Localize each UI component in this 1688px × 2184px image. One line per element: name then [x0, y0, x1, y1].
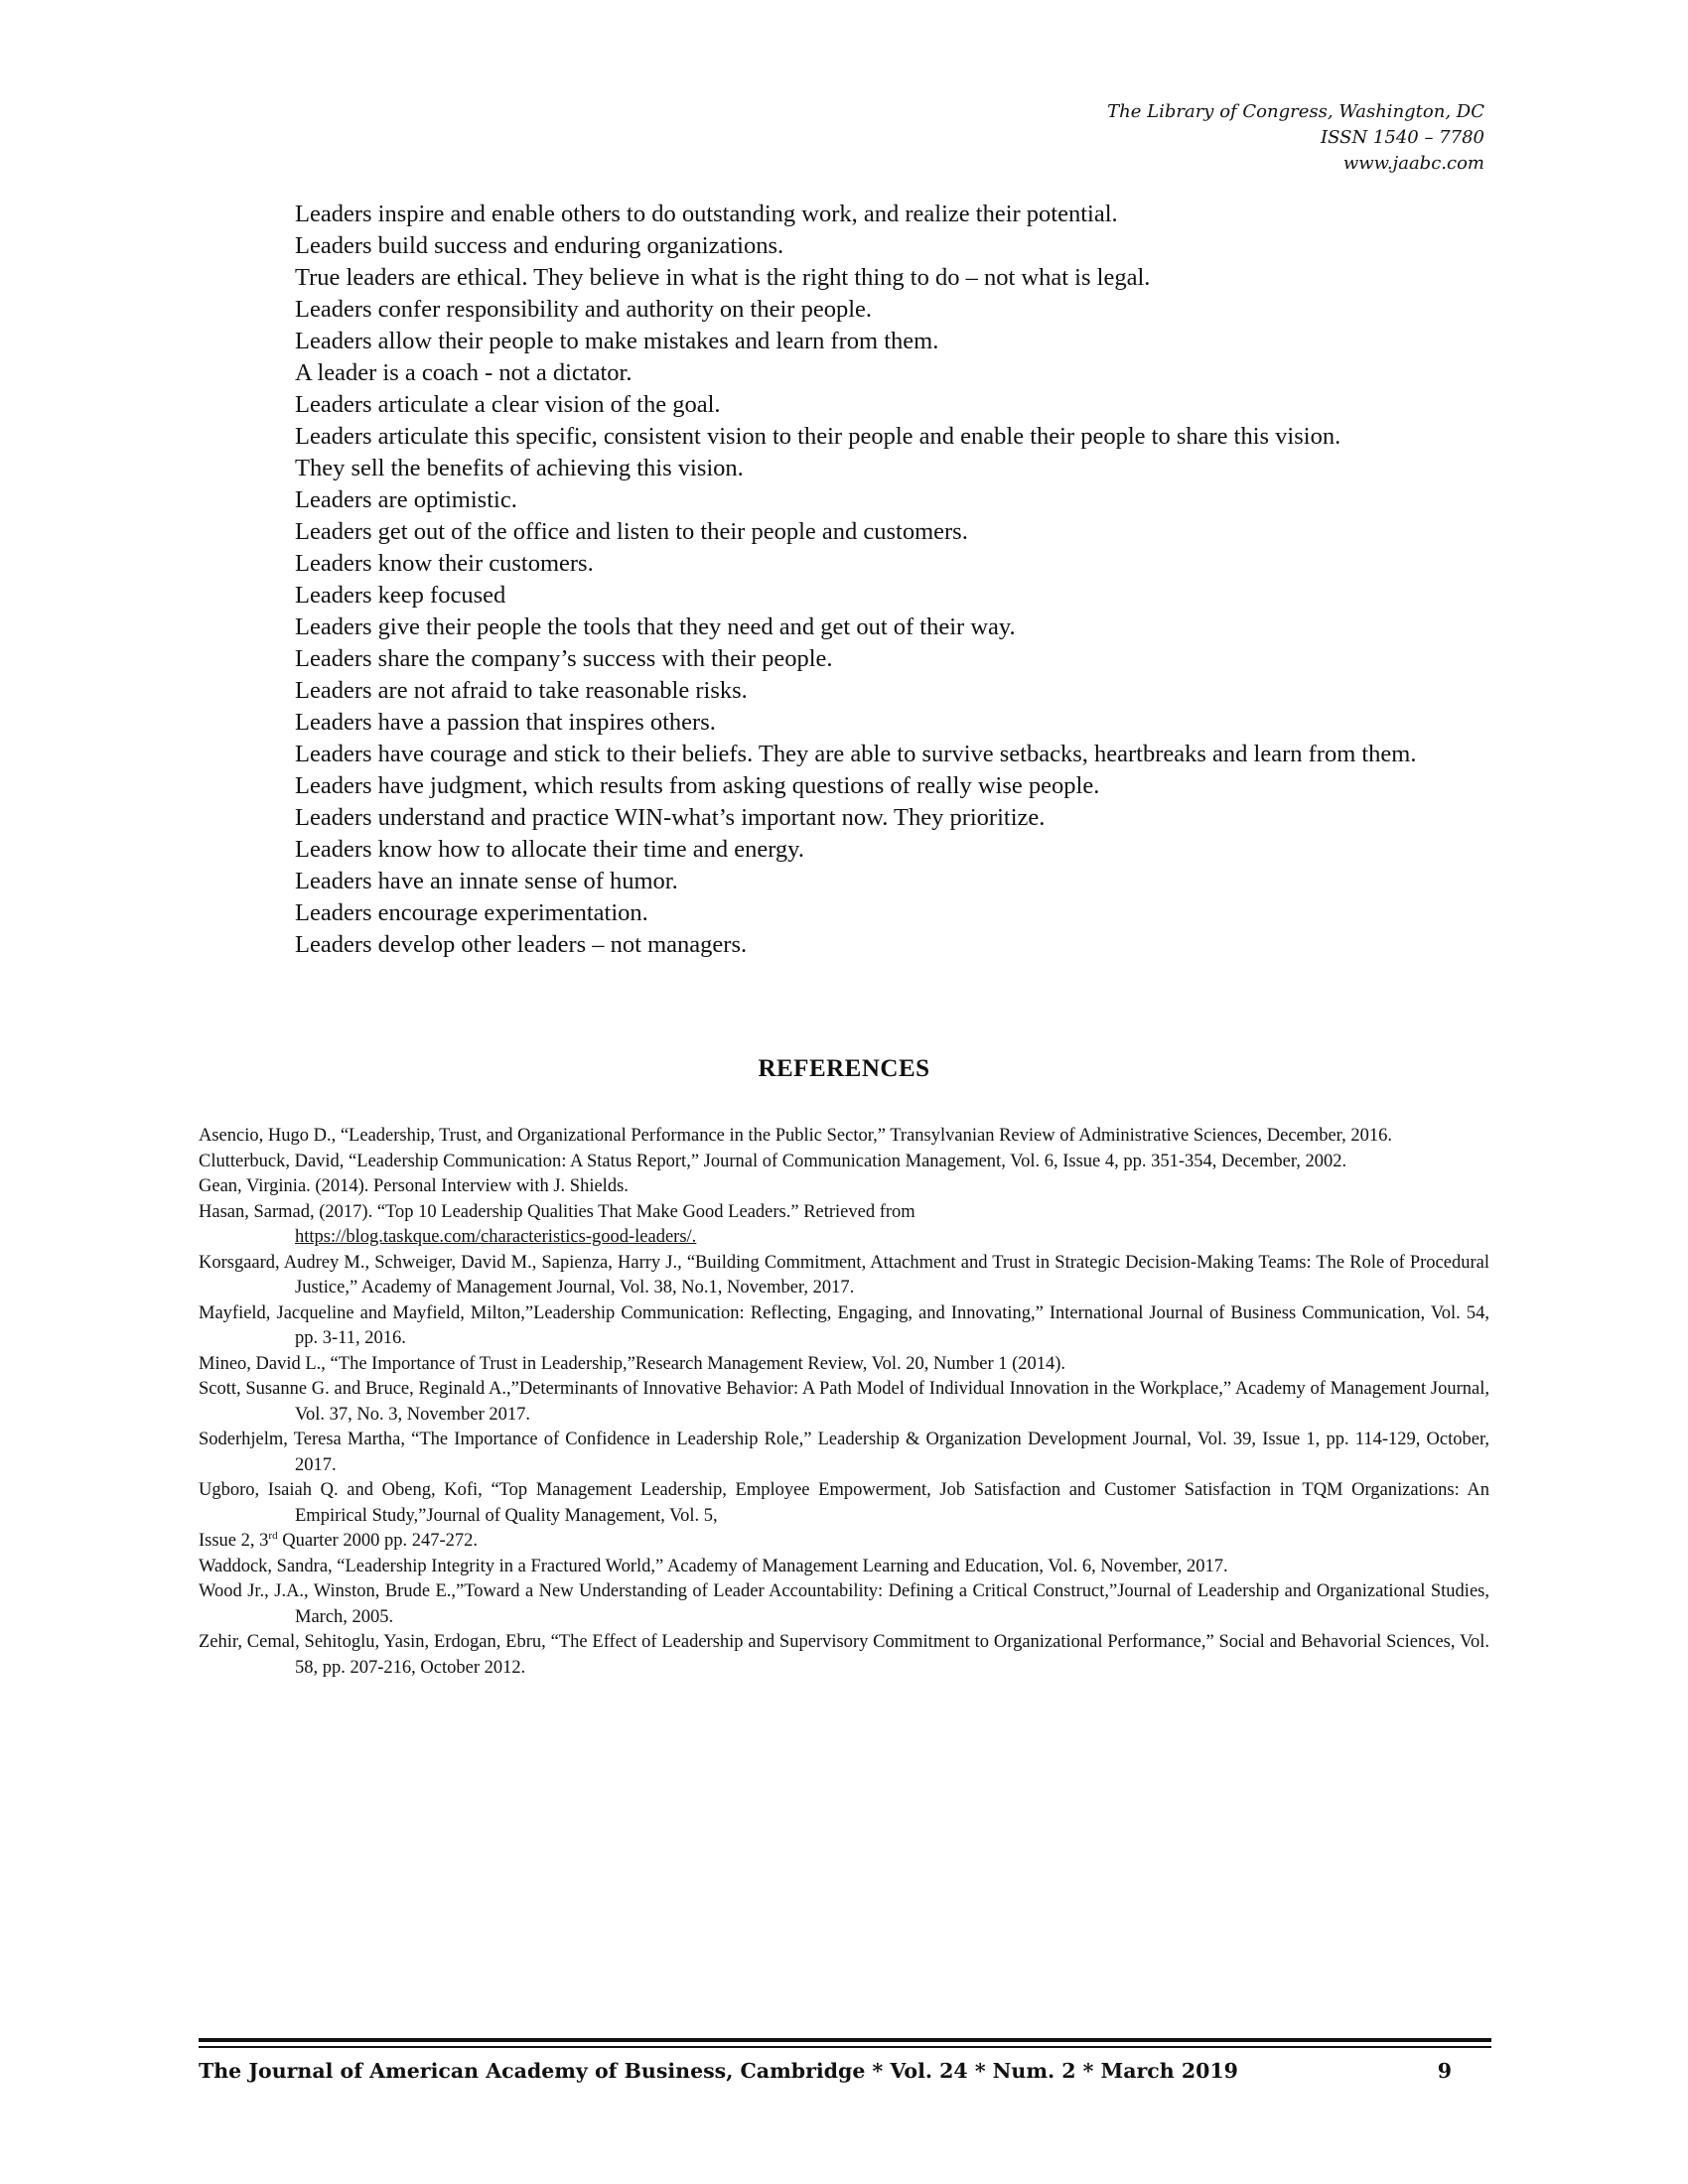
- header-library: The Library of Congress, Washington, DC: [1107, 101, 1484, 122]
- references-list: [199, 1124, 1489, 1681]
- list-item: Leaders give their people the tools that they need and get out of their way.: [295, 614, 1016, 640]
- list-item: Leaders keep focused: [295, 582, 506, 609]
- list-item: Leaders inspire and enable others to do outstanding work, and realize their potential.: [295, 201, 1118, 227]
- list-item: Leaders build success and enduring organizations.: [295, 232, 784, 259]
- reference-text: Hasan, Sarmad, (2017). “Top 10 Leadership Qualities That Make Good Leaders.” Retrieved from: [199, 1201, 915, 1222]
- footer-journal: The Journal of American Academy of Business, Cambridge * Vol. 24 * Num. 2 * March 2019: [199, 2059, 1238, 2083]
- list-item: Leaders understand and practice WIN-what’s important now. They prioritize.: [295, 804, 1046, 831]
- running-footer: [199, 2059, 1491, 2089]
- header-website: www.jaabc.com: [1342, 153, 1484, 174]
- list-item: Leaders know how to allocate their time and energy.: [295, 836, 804, 863]
- reference-entry: Clutterbuck, David, “Leadership Communication: A Status Report,” Journal of Communication Management, Vol. 6, Issue 4, pp. 351-354, December, 2002.: [199, 1151, 1347, 1171]
- running-header: [1107, 99, 1484, 177]
- list-item: Leaders have judgment, which results from asking questions of really wise people.: [295, 772, 1100, 799]
- reference-cont-text-end: Quarter 2000 pp. 247-272.: [277, 1531, 478, 1551]
- list-item: They sell the benefits of achieving this vision.: [295, 455, 744, 481]
- reference-entry: Zehir, Cemal, Sehitoglu, Yasin, Erdogan, Ebru, “The Effect of Leadership and Supervisory Commitment to Organizational Performance,” Social and Behavorial Sciences, Vol. 58, pp. 207-216, October 2012.: [199, 1632, 1489, 1678]
- reference-entry: Asencio, Hugo D., “Leadership, Trust, and Organizational Performance in the Public Sector,” Transylvanian Review of Administrative Sciences, December, 2016.: [199, 1126, 1392, 1146]
- reference-entry: Soderhjelm, Teresa Martha, “The Importance of Confidence in Leadership Role,” Leadership & Organization Development Journal, Vol. 39, Issue 1, pp. 114-129, October, 2017.: [199, 1430, 1489, 1475]
- list-item: Leaders get out of the office and listen to their people and customers.: [295, 518, 968, 545]
- superscript: rd: [268, 1529, 278, 1542]
- reference-entry: Scott, Susanne G. and Bruce, Reginald A.,”Determinants of Innovative Behavior: A Path Model of Individual Innovation in the Workplace,” Academy of Management Journal, Vol. 37, No. 3, November 2017.: [199, 1379, 1489, 1425]
- reference-entry: Wood Jr., J.A., Winston, Brude E.,”Toward a New Understanding of Leader Accountability: Defining a Critical Construct,”Journal of Leadership and Organizational Studies, March, 2005.: [199, 1581, 1489, 1627]
- reference-entry: Mayfield, Jacqueline and Mayfield, Milton,”Leadership Communication: Reflecting, Engaging, and Innovating,” International Journal of Business Communication, Vol. 54, pp. 3-11, 2016.: [199, 1302, 1489, 1348]
- list-item: Leaders allow their people to make mistakes and learn from them.: [295, 328, 939, 354]
- reference-entry-hasan: [199, 1200, 1489, 1251]
- list-item: Leaders encourage experimentation.: [295, 899, 648, 926]
- reference-entry: Mineo, David L., “The Importance of Trust in Leadership,”Research Management Review, Vol. 20, Number 1 (2014).: [199, 1353, 1066, 1374]
- header-issn: ISSN 1540 – 7780: [1321, 127, 1484, 148]
- list-item: Leaders have an innate sense of humor.: [295, 868, 678, 894]
- list-item: Leaders confer responsibility and authority on their people.: [295, 296, 873, 323]
- references-heading: REFERENCES: [758, 1055, 930, 1082]
- reference-cont-text: Issue 2, 3: [199, 1531, 269, 1551]
- list-item: Leaders develop other leaders – not managers.: [295, 931, 748, 958]
- footer-rule-thin: [199, 2046, 1491, 2048]
- list-item: A leader is a coach - not a dictator.: [295, 359, 633, 386]
- footer-rule-thick: [199, 2038, 1491, 2042]
- list-item: Leaders are optimistic.: [295, 486, 517, 513]
- reference-entry: Ugboro, Isaiah Q. and Obeng, Kofi, “Top Management Leadership, Employee Empowerment, Job Satisfaction and Customer Satisfaction in TQM Organizations: An Empirical Study,”Journal of Quality Management, Vol. 5,: [199, 1480, 1489, 1526]
- leader-qualities-list: [295, 199, 1486, 961]
- list-item: Leaders have courage and stick to their beliefs. They are able to survive setbacks, heartbreaks and learn from them.: [295, 741, 1417, 767]
- reference-link[interactable]: https://blog.taskque.com/characteristics-good-leaders/.: [295, 1227, 697, 1247]
- page-number: 9: [1437, 2059, 1452, 2083]
- list-item: Leaders articulate a clear vision of the goal.: [295, 391, 721, 418]
- list-item: Leaders are not afraid to take reasonable risks.: [295, 677, 748, 704]
- reference-continuation: [199, 1529, 1489, 1555]
- list-item: Leaders know their customers.: [295, 550, 594, 577]
- reference-entry: Gean, Virginia. (2014). Personal Interview with J. Shields.: [199, 1176, 629, 1196]
- reference-entry: Korsgaard, Audrey M., Schweiger, David M., Sapienza, Harry J., “Building Commitment, Attachment and Trust in Strategic Decision-Making Teams: The Role of Procedural Justice,” Academy of Management Journal, Vol. 38, No.1, November, 2017.: [199, 1252, 1489, 1297]
- list-item: Leaders have a passion that inspires others.: [295, 709, 716, 736]
- list-item: Leaders articulate this specific, consistent vision to their people and enable their people to share this vision.: [295, 423, 1341, 450]
- reference-entry: Waddock, Sandra, “Leadership Integrity in a Fractured World,” Academy of Management Learning and Education, Vol. 6, November, 2017.: [199, 1556, 1228, 1576]
- list-item: True leaders are ethical. They believe in what is the right thing to do – not what is legal.: [295, 264, 1151, 291]
- list-item: Leaders share the company’s success with their people.: [295, 645, 833, 672]
